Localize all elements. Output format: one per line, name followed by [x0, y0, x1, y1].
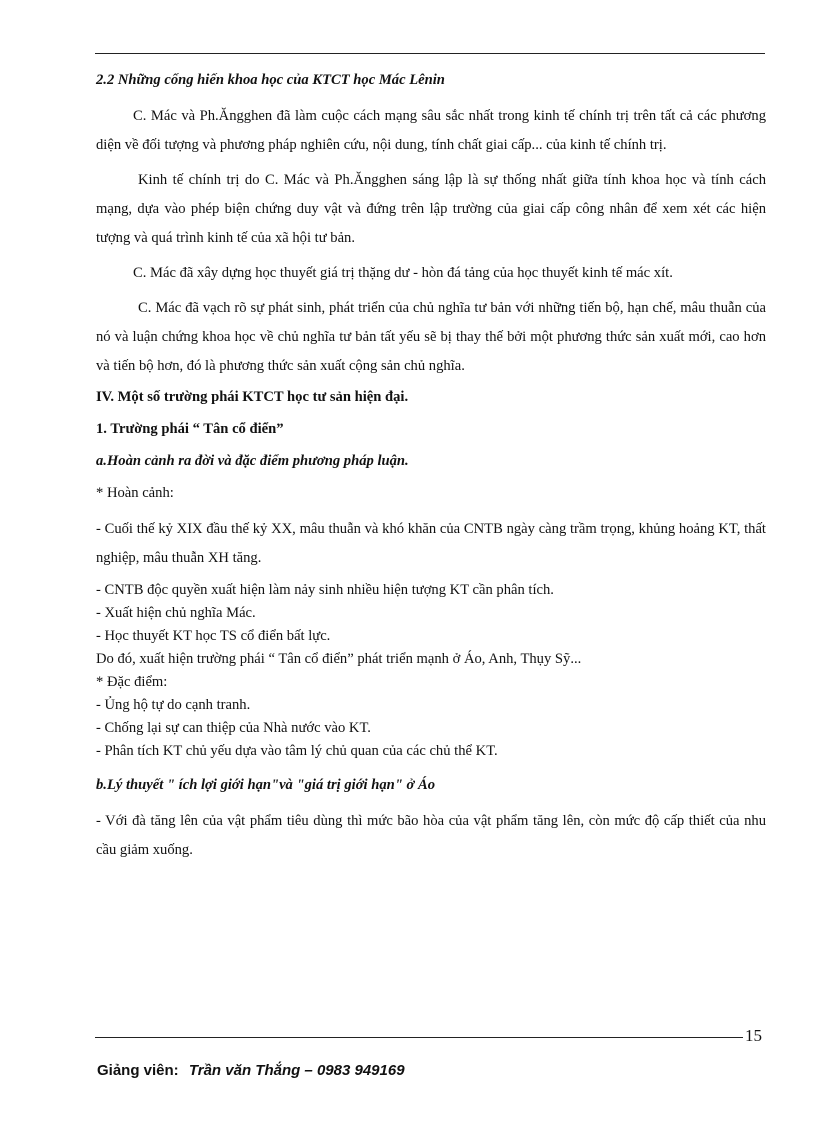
footer-lecturer: Trần văn Thắng – 0983 949169: [188, 1062, 405, 1079]
heading-a: a.Hoàn cảnh ra đời và đặc điểm phương pháp luận.: [96, 453, 409, 469]
feature-item-1: - Ủng hộ tự do cạnh tranh.: [96, 697, 251, 713]
paragraph-4: C. Mác đã vạch rõ sự phát sinh, phát triển của chủ nghĩa tư bản với những tiến bộ, hạn chế, mâu thuẫn của nó và luận chứng khoa học về chủ nghĩa tư bản tất yếu sẽ bị thay thế bởi một phương thức sản xuất mới, cao hơn và tiến bộ hơn, đó là phương thức sản xuất cộng sản chủ nghĩa.: [96, 300, 766, 374]
context-item-4: - Học thuyết KT học TS cổ điển bất lực.: [96, 628, 331, 644]
final-paragraph: - Với đà tăng lên của vật phẩm tiêu dùng thì mức bão hòa của vật phẩm tăng lên, còn mức độ cấp thiết của nhu cầu giảm xuống.: [96, 813, 766, 858]
paragraph-1: C. Mác và Ph.Ăngghen đã làm cuộc cách mạng sâu sắc nhất trong kinh tế chính trị trên tất cả các phương diện về đối tượng và phương pháp nghiên cứu, nội dung, tính chất giai cấp... của kinh tế chính trị.: [96, 108, 766, 153]
conclusion: Do đó, xuất hiện trường phái “ Tân cổ điển” phát triển mạnh ở Áo, Anh, Thụy Sỹ...: [96, 651, 582, 667]
heading-iv: IV. Một số trường phái KTCT học tư sản hiện đại.: [96, 389, 409, 405]
section-title: 2.2 Những cống hiến khoa học của KTCT học Mác Lênin: [96, 72, 445, 88]
heading-1: 1. Trường phái “ Tân cổ điển”: [96, 421, 284, 437]
paragraph-3: C. Mác đã xây dựng học thuyết giá trị thặng dư - hòn đá tảng của học thuyết kinh tế mác xít.: [133, 265, 673, 281]
footer-rule: [95, 1037, 743, 1038]
context-item-2: - CNTB độc quyền xuất hiện làm nảy sinh nhiều hiện tượng KT cần phân tích.: [96, 582, 554, 598]
feature-item-3: - Phân tích KT chủ yếu dựa vào tâm lý chủ quan của các chủ thể KT.: [96, 743, 498, 759]
features-label: * Đặc điểm:: [96, 674, 168, 690]
footer-label: Giảng viên:: [97, 1062, 179, 1079]
heading-b: b.Lý thuyết " ích lợi giới hạn"và "giá trị giới hạn" ở Áo: [96, 777, 436, 793]
context-item-1: - Cuối thế kỷ XIX đầu thế kỷ XX, mâu thuẫn và khó khăn của CNTB ngày càng trầm trọng, khủng hoảng KT, thất nghiệp, mâu thuẫn XH tăng.: [96, 521, 766, 566]
feature-item-2: - Chống lại sự can thiệp của Nhà nước vào KT.: [96, 720, 371, 736]
paragraph-2: Kinh tế chính trị do C. Mác và Ph.Ăngghen sáng lập là sự thống nhất giữa tính khoa học và tính cách mạng, dựa vào phép biện chứng duy vật và đứng trên lập trường của giai cấp công nhân để xem xét các hiện tượng và quá trình kinh tế của xã hội tư bản.: [96, 172, 766, 246]
context-item-3: - Xuất hiện chủ nghĩa Mác.: [96, 605, 256, 621]
page-number: 15: [745, 1026, 762, 1045]
footer: [97, 1062, 405, 1079]
page-content: [96, 70, 766, 871]
header-rule: [95, 53, 765, 54]
context-label: * Hoàn cảnh:: [96, 485, 174, 501]
